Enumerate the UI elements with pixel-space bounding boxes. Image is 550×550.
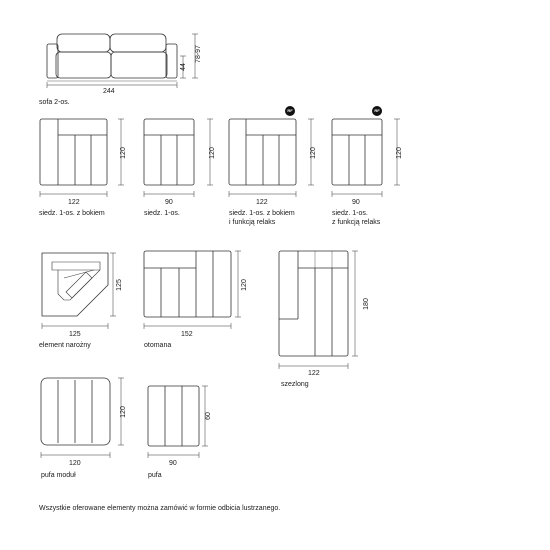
corner-depth-label: 125 (115, 279, 123, 291)
chaise-dimension-lines (279, 251, 358, 369)
corner-drawing (42, 253, 108, 316)
chaise-depth-label: 180 (362, 298, 370, 310)
seat-armrest-relax-label-line2: i funkcją relaks (229, 219, 276, 226)
seat-armrest-depth-label: 120 (119, 147, 127, 159)
sofa-label: sofa 2-os. (39, 99, 70, 106)
seat-armrest-drawing (40, 119, 107, 185)
seat-label: siedz. 1-os. (144, 210, 180, 217)
chaise-width-label: 122 (308, 370, 320, 377)
ottoman-label: otomana (144, 342, 172, 349)
sofa-back-height-label: 78-97 (194, 45, 202, 63)
relax-function-badge: RF (285, 106, 295, 116)
ottoman-width-label: 152 (181, 331, 193, 338)
sofa-width-label: 244 (103, 88, 115, 95)
corner-label: element narożny (39, 342, 91, 349)
seat-armrest-relax-depth-label: 120 (309, 147, 317, 159)
sofa-front-drawing (47, 34, 177, 81)
seat-depth-label: 120 (208, 147, 216, 159)
seat-relax-label-line1: siedz. 1-os. (332, 210, 368, 217)
pouf-module-label: pufa moduł (41, 472, 76, 479)
seat-drawing (144, 119, 194, 185)
ottoman-depth-label: 120 (240, 279, 248, 291)
seat-relax-depth-label: 120 (395, 147, 403, 159)
chaise-drawing (279, 251, 348, 356)
seat-armrest-relax-label-line1: siedz. 1-os. z bokiem (229, 210, 295, 217)
seat-armrest-label: siedz. 1-os. z bokiem (39, 210, 105, 217)
seat-relax-drawing (332, 119, 382, 185)
sofa-dimension-lines (47, 34, 198, 88)
seat-armrest-width-label: 122 (68, 199, 80, 206)
mirror-order-footnote: Wszystkie oferowane elementy można zamówić w formie odbicia lustrzanego. (39, 505, 281, 512)
relax-function-badge: RF (372, 106, 382, 116)
pouf-width-label: 90 (169, 460, 177, 467)
pouf-module-dimension-lines (41, 378, 124, 458)
pouf-drawing (148, 386, 199, 446)
seat-width-label: 90 (165, 199, 173, 206)
pouf-depth-label: 60 (204, 412, 212, 420)
seat-armrest-relax-width-label: 122 (256, 199, 268, 206)
pouf-module-drawing (41, 378, 110, 445)
seat-relax-label-line2: z funkcją relaks (332, 219, 381, 226)
ottoman-drawing (144, 251, 231, 317)
pouf-module-width-label: 120 (69, 460, 81, 467)
pouf-label: pufa (148, 472, 162, 479)
pouf-module-depth-label: 120 (119, 406, 127, 418)
seat-relax-width-label: 90 (352, 199, 360, 206)
seat-armrest-relax-drawing (229, 119, 296, 185)
chaise-label: szezlong (281, 381, 309, 388)
sofa-seat-height-label: 44 (179, 63, 187, 71)
corner-width-label: 125 (69, 331, 81, 338)
